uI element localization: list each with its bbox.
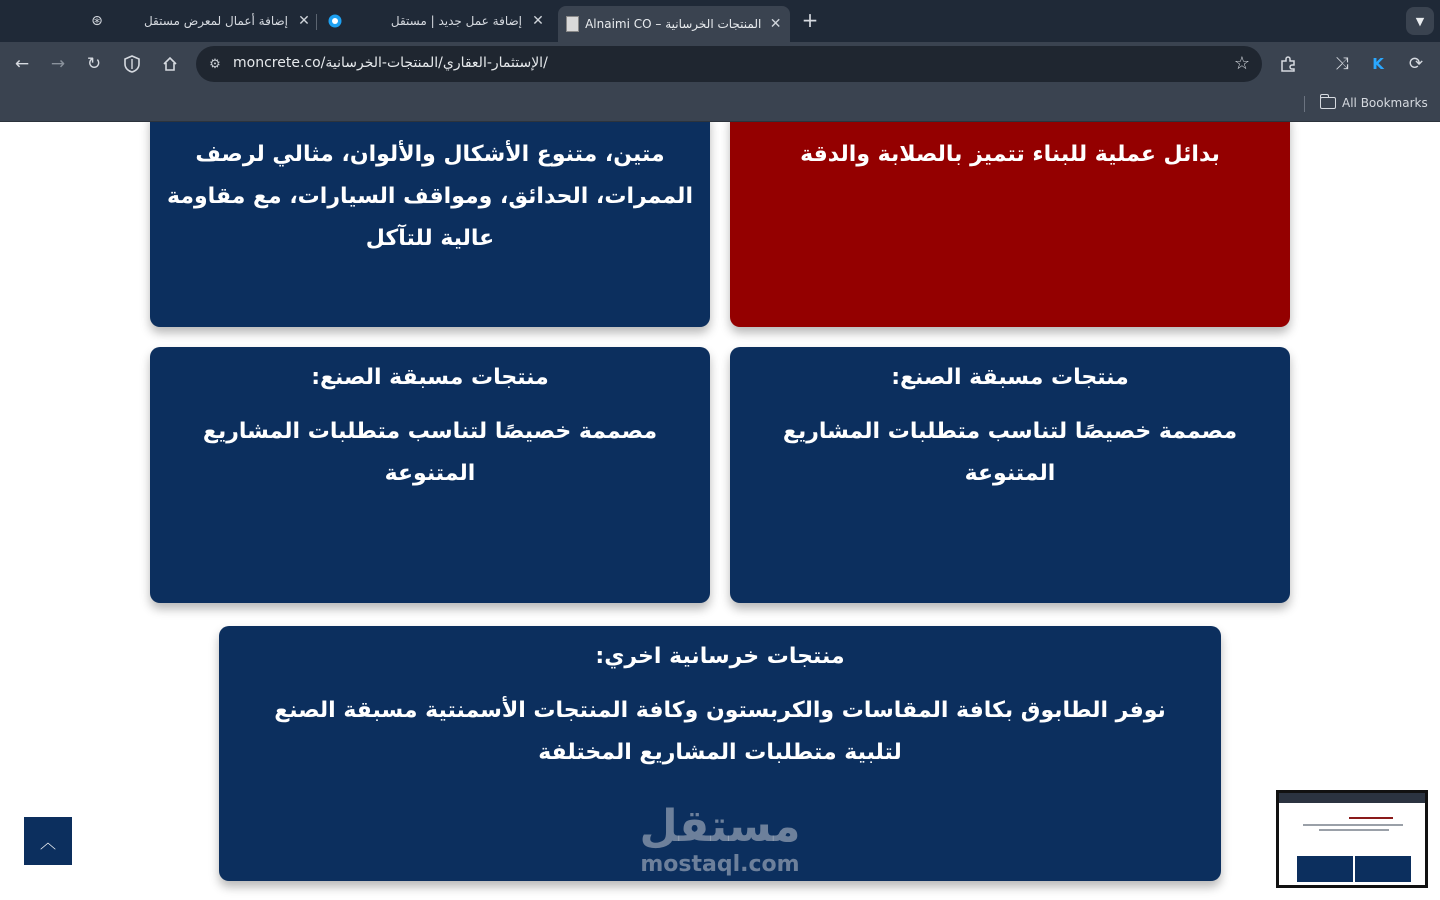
card-body: نوفر الطابوق بكافة المقاسات والكربستون وكافة المنتجات الأسمنتية مسبقة الصنع لتلبية متطلبات المشاريع المختلفة bbox=[274, 698, 1166, 765]
shield-extension-button[interactable] bbox=[120, 52, 144, 76]
address-bar[interactable] bbox=[196, 46, 1262, 82]
tab-search-button[interactable] bbox=[1406, 7, 1434, 35]
all-bookmarks-label: All Bookmarks bbox=[1342, 96, 1428, 110]
card-body: مصممة خصيصًا لتناسب متطلبات المشاريع المتنوعة bbox=[782, 419, 1238, 486]
puzzle-icon bbox=[1279, 55, 1297, 73]
tab-add-new-work[interactable] bbox=[324, 6, 546, 36]
thumbnail-title-line bbox=[1349, 817, 1393, 819]
arrow-right-icon: → bbox=[50, 54, 66, 74]
folder-icon bbox=[1320, 97, 1336, 109]
tab-title: إضافة عمل جديد | مستقل bbox=[390, 14, 522, 28]
new-tab-button[interactable]: + bbox=[801, 8, 819, 32]
sync-icon: ⟳ bbox=[1408, 54, 1424, 74]
card-heading: منتجات مسبقة الصنع: bbox=[891, 365, 1129, 390]
extension-tool-button[interactable] bbox=[1330, 52, 1354, 76]
page-content bbox=[0, 122, 1440, 900]
site-settings-icon[interactable]: ⚙ bbox=[209, 56, 221, 72]
bookmarks-divider bbox=[1304, 96, 1305, 112]
openai-icon: ⊛ bbox=[91, 13, 103, 29]
card-body: مصممة خصيصًا لتناسب متطلبات المشاريع المتنوعة bbox=[202, 419, 658, 486]
mostaql-watermark bbox=[632, 802, 808, 878]
tab-title: المنتجات الخرسانية – Alnaimi CO bbox=[585, 17, 762, 31]
shield-icon bbox=[124, 55, 140, 73]
mostaql-icon bbox=[324, 14, 346, 28]
watermark-arabic: مستقل bbox=[639, 801, 801, 852]
card-interlock-paving bbox=[150, 122, 710, 327]
sync-button[interactable] bbox=[1404, 52, 1428, 76]
card-precast-right bbox=[730, 347, 1290, 603]
tab-mostaql-portfolio[interactable] bbox=[86, 6, 312, 36]
chevron-up-icon: ︿ bbox=[39, 832, 56, 852]
chevron-down-icon: ▼ bbox=[1415, 14, 1425, 28]
close-icon[interactable]: ✕ bbox=[769, 16, 782, 32]
home-button[interactable] bbox=[158, 52, 182, 76]
card-body: متين، متنوع الأشكال والألوان، مثالي لرصف الممرات، الحدائق، ومواقف السيارات، مع مقاومة عالية للتآكل bbox=[167, 142, 693, 251]
reload-icon: ↻ bbox=[86, 54, 102, 74]
card-precast-left bbox=[150, 347, 710, 603]
bookmark-star-icon[interactable]: ☆ bbox=[1233, 53, 1250, 74]
card-building-alternatives bbox=[730, 122, 1290, 327]
close-icon[interactable]: ✕ bbox=[298, 13, 310, 29]
profile-letter: K bbox=[1372, 55, 1384, 73]
extensions-button[interactable] bbox=[1276, 52, 1300, 76]
tab-divider bbox=[316, 14, 317, 30]
reload-button[interactable] bbox=[82, 52, 106, 76]
thumbnail-card bbox=[1355, 856, 1411, 882]
card-body: بدائل عملية للبناء تتميز بالصلابة والدقة bbox=[800, 142, 1220, 167]
forward-button[interactable] bbox=[46, 52, 70, 76]
back-button[interactable] bbox=[10, 52, 34, 76]
close-icon[interactable]: ✕ bbox=[532, 13, 544, 29]
shuffle-icon: ⤨ bbox=[1335, 54, 1349, 74]
arrow-left-icon: ← bbox=[14, 54, 30, 74]
thumbnail-text-line bbox=[1303, 824, 1403, 826]
browser-toolbar bbox=[0, 42, 1440, 86]
thumbnail-browser-bar bbox=[1279, 793, 1425, 803]
browser-tab-bar bbox=[0, 0, 1440, 42]
url-text: moncrete.co/الإستثمار-العقاري/المنتجات-الخرسانية/ bbox=[233, 55, 548, 71]
page-preview-thumbnail[interactable] bbox=[1276, 790, 1428, 888]
home-icon bbox=[162, 56, 178, 72]
tab-title: إضافة أعمال لمعرض مستقل bbox=[143, 14, 288, 28]
profile-extension-button[interactable] bbox=[1366, 52, 1390, 76]
site-favicon-icon bbox=[566, 16, 579, 32]
scroll-to-top-button[interactable] bbox=[24, 817, 72, 865]
card-heading: منتجات خرسانية اخري: bbox=[595, 644, 845, 669]
watermark-latin: mostaql.com bbox=[640, 852, 800, 877]
bookmarks-bar bbox=[0, 86, 1440, 122]
thumbnail-card bbox=[1297, 856, 1353, 882]
tab-concrete-products[interactable] bbox=[558, 6, 790, 42]
card-heading: منتجات مسبقة الصنع: bbox=[311, 365, 549, 390]
all-bookmarks-button[interactable] bbox=[1320, 96, 1428, 110]
thumbnail-text-line bbox=[1319, 829, 1389, 831]
